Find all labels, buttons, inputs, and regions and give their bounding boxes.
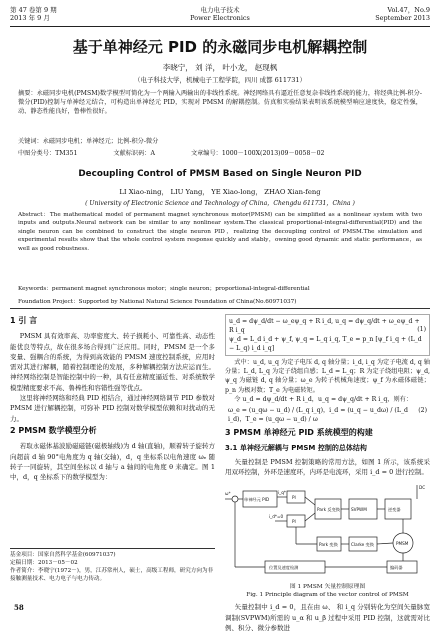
label-park-inverse: Park 反变换 [317,507,340,513]
doc-code: 文献标识码：A [113,150,155,157]
section-1-heading: 1 引 言 [10,316,38,325]
label-svpwm: SVPWM [351,507,367,513]
label-park: Park 变换 [319,542,338,548]
clc-number: 中图分类号：TM351 [18,150,78,157]
abstract-en: Abstract：The mathematical model of permanent magnet synchronous motor(PMSM) can be simplified as a nonlinear system with two inputs and outputs.Neural network can be similar to any nonlinear system.The classical proportional-integral-differential(PID) and the single neuron can be combined to construct the single neuron PID，realizing the decoupling control of PMSM.The simulation and experimental results show that the whole control system response quickly and stably，owning good dynamic and static performance，as well as good robustness. [18,212,422,252]
equation-2-body: ω_e = (u_qω − u_d) / (L_q i_q)，i_d = (u_q − u_dω) / (L_d i_d)，T_e = (u_qω − u_d) / ω [228,407,409,424]
label-pi-q: PI [292,495,296,501]
equation-1-line-2: ψ_d = L_d i_d + ψ_f, ψ_q = L_q i_q, T_e = p_n [ψ_f i_q + (L_d − L_q) i_d i_q] [229,336,422,352]
label-pi-d: PI [292,519,296,525]
affiliation-en: ( University of Electronic Science and Technology of China，Chengdu 611731，China ) [85,200,355,207]
authors: 李晓宁， 刘 洋， 叶小龙， 赵现枫 [162,63,278,72]
label-clarke: Clarke 变换 [351,542,374,548]
pi-block-q [287,491,305,503]
paper-title-en: Decoupling Control of PMSM Based on Single Neuron PID [78,169,362,179]
affiliation: （电子科技大学，机械电子工程学院，四川 成都 611731） [134,76,306,84]
equation-2-intro: 令 u_d = dψ_d/dt + R i_d，u_q = dψ_q/dt + R i_q，则有： [234,395,413,403]
label-inverter: 逆变器 [388,507,401,513]
running-header [10,4,430,27]
footnote-author: 作者简介：李晓宁(1972－)，男，江苏常州人，硕士，高级工程师，研究方向为非接触测量技术、电力电子与电力传动。 [10,568,214,582]
figure-1-caption-en: Fig. 1 Principle diagram of the vector control of PMSM [246,592,409,599]
footnote-fund: 基金项目：国家自然科学基金(60971037) [10,552,116,558]
abstract-cn: 摘要：永磁同步电机(PMSM)数学模型可简化为一个两输入两输出的非线性系统。神经网络具有逼近任意复杂非线性系统的能力，将经典比例-积分-微分(PID)控制与单神经元结合，可构造出单神经元 PID，实现对 PMSM 的解耦控制。仿真和实验结果表明该系统模型响应速度快，稳定性强，动、静态性能良好，鲁棒性很好。 [18,90,422,115]
equation-1 [225,314,430,356]
equation-1-line-1: u_d = dψ_d/dt − ω_eψ_q + R i_d, u_q = dψ_q/dt + ω_eψ_d + R i_q [229,318,420,334]
article-number: 文章编号：1000－100X(2013)09－0058－02 [190,150,325,157]
label-dc: DC [419,485,426,491]
pi-block-d [287,515,305,527]
footnote-date: 定稿日期：2013－05－02 [10,560,78,566]
equation-1-number: (1) [417,326,426,333]
journal-cn: 电力电子技术 [200,6,240,14]
label-neuron-pid: 单神经元 PID [244,497,270,503]
label-iq-ref: i_q* [278,490,287,496]
section-2-paragraph-1: 若取永磁体基波励磁磁链(磁极轴线)为 d 轴(直轴)，顺着转子旋转方向超前 d 轴 90°电角度为 q 轴(交轴)，d，q 坐标系以电角速度 ωₑ 随转子一同旋转，其空间坐标以 d 轴与 a 轴间的电角度 θ 来确定。图 1 中，d，q 坐标系下的数学模型为： [10,442,215,482]
label-speed-ref: ω* [225,491,231,497]
label-speed-detection: 位置及速度检测 [269,565,299,571]
section-1-paragraph-1: PMSM 具有效率高、功率密度大、转子损耗小、可靠性高、动态性能优良等特点，故在很多场合得到广泛应用。同时，PMSM 是一个多变量、强耦合的系统，为得到高效能的 PMSM 速度控制系统，应用时需对其进行解耦，随着控制理论的发展，多种解耦控制方法应运而生。神经网络控制是智能控制中的一种，具有任意精度逼近性、对系统数学模型精度要求不高、鲁棒性和容错性强等优点。 [10,332,215,392]
section-3-1-heading: 3.1 单神经元解耦与 PMSM 控制的总体结构 [225,444,367,453]
volume-en: Vol.47，No.9 [387,6,430,14]
equation-2-number: (2) [418,407,427,415]
label-id-ref: i_d*=0 [269,514,284,520]
date-en: September 2013 [375,14,430,22]
figure-1 [225,481,430,581]
left-column [10,314,215,482]
divider [10,308,430,309]
right-column [225,314,430,633]
section-3-1-paragraph-2: 矢量控制中 i_d = 0，且在由 ω、 和 i_q 分别转化为空间矢量脉宽调制(SVPWM)所需的 u_α 和 u_β 过程中采用 PID 控制，这就需对比例、积分、微分参数进 [225,603,430,632]
footnotes [10,548,215,583]
equation-2 [225,404,430,426]
section-3-1-paragraph-1: 矢量控制是 PMSM 控制策略的常用方法，如图 1 所示，该系统采用双环控制，外环是速度环，内环是电流环，采用 i_d = 0 进行控制。 [225,457,430,476]
section-2-heading: 2 PMSM 数学模型分析 [10,425,97,435]
authors-en: LI Xiao-ning， LIU Yang， YE Xiao-long， ZHAO Xian-feng [119,188,321,196]
equation-1-description: 式中：u_d, u_q 为定子电压 d, q 轴分量；i_d, i_q 为定子电流 d, q 轴分量；L_d, L_q 为定子绕组自感；L_d = L_q；R 为定子绕组电阻；ψ_d, ψ_q 为磁链 d, q 轴分量；ω_e 为转子机械角速度；ψ_f 为永磁体磁链；p_n 为极对数；T_e 为电磁转矩。 [225,359,430,394]
keywords-cn: 关键词：永磁同步电机；单神经元；比例-积分-微分 [18,138,159,145]
header-right [375,6,430,22]
foundation-en: Foundation Project：Supported by National Natural Science Foundation of China(No.60971037) [18,299,297,305]
speed-summer [232,496,238,502]
classification-cn [18,148,422,157]
date-cn: 2013 年 9 月 [10,14,50,22]
section-3-heading: 3 PMSM 单神经元 PID 系统模型的构建 [225,428,373,438]
block-diagram [225,481,430,581]
page-number: 58 [14,603,24,612]
volume-cn: 第 47 卷第 9 期 [10,6,57,14]
figure-1-caption-cn: 图 1 PMSM 矢量控制原理图 [289,584,366,591]
label-encoder: 编码器 [390,565,403,571]
keywords-en: Keywords：permanent magnet synchronous motor；single neuron；proportional-integral-differential [18,286,310,292]
journal-en: Power Electronics [190,14,250,22]
paper-title: 基于单神经元 PID 的永磁同步电机解耦控制 [72,38,368,56]
section-1-paragraph-2: 这里将神经网络和经典 PID 相结合，通过神经网络调节 PID 参数对 PMSM 进行解耦控制，可弥补 PID 控制对数学模型依赖和对扰动的无力。 [10,394,215,423]
label-pmsm: PMSM [396,541,409,547]
header-center [10,6,430,22]
